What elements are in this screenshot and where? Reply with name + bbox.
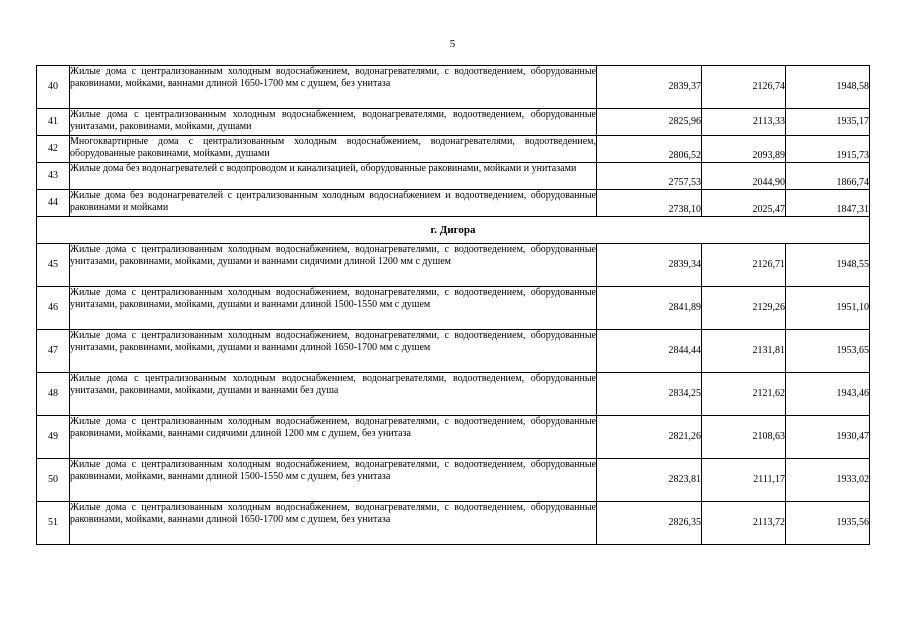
table-row — [37, 502, 870, 545]
value-col-3: 1847,31 — [786, 190, 870, 217]
row-number: 47 — [37, 330, 70, 373]
table-row — [37, 136, 870, 163]
row-number: 51 — [37, 502, 70, 545]
row-description: Жилые дома с централизованным холодным водоснабжением, водонагревателями, с водоотведением, оборудованные унитазами, раковинами, мойками, душами и ваннами длиной 1500-1550 мм с душем — [70, 287, 597, 330]
value-col-1: 2806,52 — [597, 136, 702, 163]
row-description: Жилые дома с централизованным холодным водоснабжением, водонагревателями, с водоотведением, оборудованные раковинами, мойками, ваннами длиной 1650-1700 мм с душем, без унитаза — [70, 66, 597, 109]
row-description: Жилые дома с централизованным холодным водоснабжением, водонагревателями, с водоотведением, оборудованные раковинами, мойками, ваннами длиной 1650-1700 мм с душем, без унитаза — [70, 502, 597, 545]
row-number: 48 — [37, 373, 70, 416]
row-number: 42 — [37, 136, 70, 163]
table-row — [37, 244, 870, 287]
value-col-3: 1951,10 — [786, 287, 870, 330]
row-number: 43 — [37, 163, 70, 190]
row-number: 41 — [37, 109, 70, 136]
row-description: Жилые дома с централизованным холодным водоснабжением, водонагревателями, с водоотведением, оборудованные раковинами, мойками, ваннами сидячими длиной 1200 мм с душем, без унитаза — [70, 416, 597, 459]
value-col-3: 1935,56 — [786, 502, 870, 545]
table-row — [37, 330, 870, 373]
value-col-2: 2093,89 — [702, 136, 786, 163]
value-col-2: 2108,63 — [702, 416, 786, 459]
value-col-2: 2131,81 — [702, 330, 786, 373]
value-col-3: 1948,55 — [786, 244, 870, 287]
row-description: Жилые дома без водонагревателей с централизованным холодным водоснабжением и водоотведением, оборудованные раковинами и мойками — [70, 190, 597, 217]
table-row — [37, 163, 870, 190]
row-number: 50 — [37, 459, 70, 502]
section-title: г. Дигора — [37, 217, 870, 244]
row-number: 44 — [37, 190, 70, 217]
value-col-2: 2044,90 — [702, 163, 786, 190]
value-col-3: 1933,02 — [786, 459, 870, 502]
section-row — [37, 217, 870, 244]
value-col-3: 1930,47 — [786, 416, 870, 459]
value-col-2: 2121,62 — [702, 373, 786, 416]
value-col-2: 2025,47 — [702, 190, 786, 217]
table-row — [37, 459, 870, 502]
value-col-1: 2821,26 — [597, 416, 702, 459]
row-number: 45 — [37, 244, 70, 287]
value-col-2: 2126,71 — [702, 244, 786, 287]
row-description: Жилые дома с централизованным холодным водоснабжением, водонагревателями, с водоотведением, оборудованные раковинами, мойками, ваннами длиной 1500-1550 мм с душем, без унитаза — [70, 459, 597, 502]
value-col-1: 2839,34 — [597, 244, 702, 287]
row-number: 46 — [37, 287, 70, 330]
value-col-1: 2757,53 — [597, 163, 702, 190]
value-col-2: 2111,17 — [702, 459, 786, 502]
row-number: 49 — [37, 416, 70, 459]
value-col-2: 2113,72 — [702, 502, 786, 545]
row-description: Жилые дома с централизованным холодным водоснабжением, водонагревателями, с водоотведением, оборудованные унитазами, раковинами, мойками, душами и ваннами сидячими длиной 1200 мм с душем — [70, 244, 597, 287]
value-col-1: 2844,44 — [597, 330, 702, 373]
value-col-3: 1943,46 — [786, 373, 870, 416]
value-col-1: 2834,25 — [597, 373, 702, 416]
value-col-2: 2129,26 — [702, 287, 786, 330]
row-description: Жилые дома без водонагревателей с водопроводом и канализацией, оборудованные раковинами, мойками и унитазами — [70, 163, 597, 190]
table-row — [37, 109, 870, 136]
value-col-1: 2839,37 — [597, 66, 702, 109]
value-col-2: 2113,33 — [702, 109, 786, 136]
tariff-table — [36, 65, 870, 545]
row-description: Жилые дома с централизованным холодным водоснабжением, водонагревателями, водоотведением, оборудованные унитазами, раковинами, мойками, душами и ваннами без душа — [70, 373, 597, 416]
table-row — [37, 287, 870, 330]
table-row — [37, 190, 870, 217]
value-col-3: 1953,65 — [786, 330, 870, 373]
table-row — [37, 66, 870, 109]
value-col-3: 1935,17 — [786, 109, 870, 136]
value-col-1: 2823,81 — [597, 459, 702, 502]
row-description: Жилые дома с централизованным холодным водоснабжением, водонагревателями, водоотведением, оборудованные унитазами, раковинами, мойками, душами — [70, 109, 597, 136]
value-col-3: 1915,73 — [786, 136, 870, 163]
table-row — [37, 416, 870, 459]
row-number: 40 — [37, 66, 70, 109]
page-number: 5 — [449, 38, 456, 50]
row-description: Жилые дома с централизованным холодным водоснабжением, водонагревателями, с водоотведением, оборудованные унитазами, раковинами, мойками, душами и ваннами длиной 1650-1700 мм с душем — [70, 330, 597, 373]
value-col-1: 2841,89 — [597, 287, 702, 330]
table-row — [37, 373, 870, 416]
value-col-2: 2126,74 — [702, 66, 786, 109]
row-description: Многоквартирные дома с централизованным холодным водоснабжением, водонагревателями, водоотведением, оборудованные раковинами, мойками, душами — [70, 136, 597, 163]
value-col-3: 1948,58 — [786, 66, 870, 109]
value-col-3: 1866,74 — [786, 163, 870, 190]
value-col-1: 2825,96 — [597, 109, 702, 136]
value-col-1: 2738,10 — [597, 190, 702, 217]
value-col-1: 2826,35 — [597, 502, 702, 545]
